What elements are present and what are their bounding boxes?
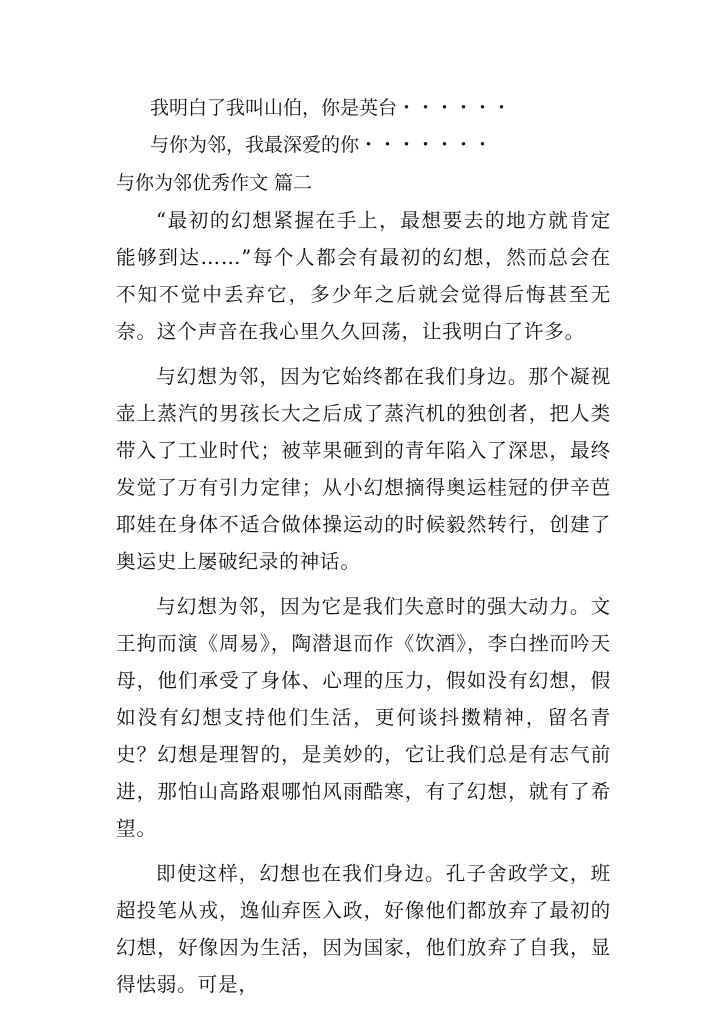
paragraph-4: 即使这样，幻想也在我们身边。孔子舍政学文，班超投笔从戎，逸仙弃医入政，好像他们都放弃了最初的幻想，好像因为生活，因为国家，他们放弃了自我，显得怯弱。可是，: [116, 862, 611, 996]
poem-line-1: 我明白了我叫山伯，你是英台・・・・・・: [150, 97, 512, 119]
section-heading: 与你为邻优秀作文 篇二: [116, 172, 313, 194]
document-body: [116, 90, 611, 1003]
paragraph-3: 与幻想为邻，因为它是我们失意时的强大动力。文王拘而演《周易》，陶潜退而作《饮酒》，李白挫而吟天母，他们承受了身体、心理的压力，假如没有幻想，假如没有幻想支持他们生活，更何谈抖擞精神，留名青史？幻想是理智的，是美妙的，它让我们总是有志气前进，那怕山高路艰哪怕风雨酷寒，有了幻想，就有了希望。: [116, 595, 611, 840]
paragraph-2: 与幻想为邻，因为它始终都在我们身边。那个凝视壶上蒸汽的男孩长大之后成了蒸汽机的独创者，把人类带入了工业时代；被苹果砸到的青年陷入了深思，最终发觉了万有引力定律；从小幻想摘得奥运桂冠的伊辛芭耶娃在身体不适合做体操运动的时候毅然转行，创建了奥运史上屡破纪录的神话。: [116, 365, 611, 573]
paragraph-1: “最初的幻想紧握在手上，最想要去的地方就肯定能够到达……”每个人都会有最初的幻想，然而总会在不知不觉中丢弃它，多少年之后就会觉得后悔甚至无奈。这个声音在我心里久久回荡，让我明白了许多。: [116, 209, 611, 343]
poem-line-2: 与你为邻，我最深爱的你・・・・・・・: [150, 134, 493, 156]
